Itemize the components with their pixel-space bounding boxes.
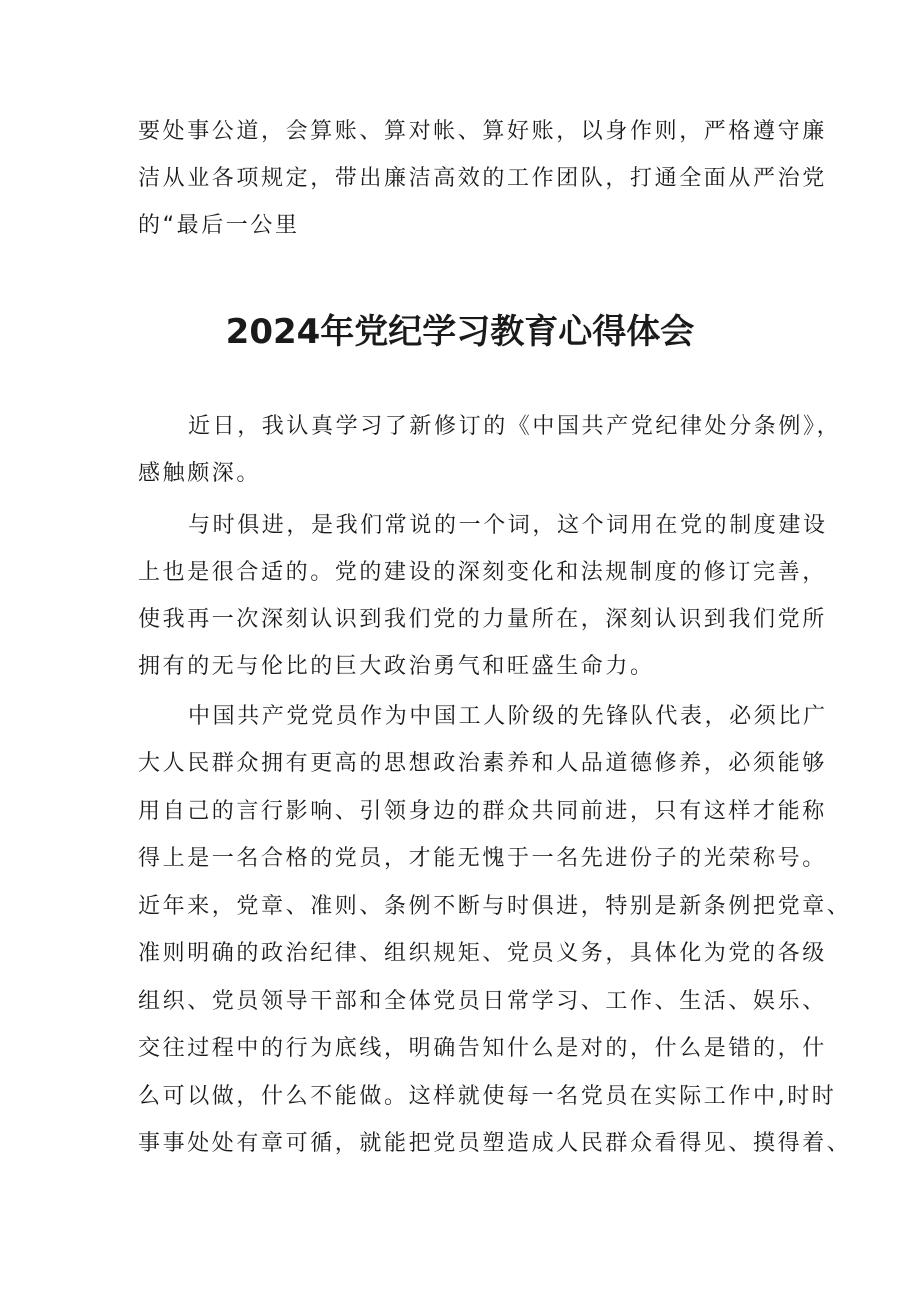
paragraph-3-line: 组织、党员领导干部和全体党员日常学习、工作、生活、娱乐、 — [138, 989, 827, 1014]
paragraph-2-line: 使我再一次深刻认识到我们党的力量所在，深刻认识到我们党所 — [138, 607, 827, 632]
paragraph-2-line: 上也是很合适的。党的建设的深刻变化和法规制度的修订完善， — [138, 560, 827, 585]
paragraph-3-line: 么可以做，什么不能做。这样就使每一名党员在实际工作中,时时 — [138, 1084, 837, 1109]
paragraph-2-line: 与时俱进，是我们常说的一个词，这个词用在党的制度建设 — [188, 513, 828, 538]
paragraph-1-line: 感触颇深。 — [138, 461, 262, 486]
paragraph-3-line: 用自己的言行影响、引领身边的群众共同前进，只有这样才能称 — [138, 799, 827, 824]
paragraph-3-line: 得上是一名合格的党员，才能无愧于一名先进份子的光荣称号。 — [138, 846, 827, 871]
paragraph-3-line: 中国共产党党员作为中国工人阶级的先锋队代表，必须比广 — [188, 704, 828, 729]
paragraph-2-line: 拥有的无与伦比的巨大政治勇气和旺盛生命力。 — [138, 654, 655, 679]
paragraph-3-line: 交往过程中的行为底线，明确告知什么是对的，什么是错的，什 — [138, 1036, 827, 1061]
paragraph-3-line: 事事处处有章可循，就能把党员塑造成人民群众看得见、摸得着、 — [138, 1131, 852, 1156]
document-title: 2024年党纪学习教育心得体会 — [225, 312, 695, 352]
paragraph-3-line: 近年来，党章、准则、条例不断与时俱进，特别是新条例把党章、 — [138, 894, 852, 919]
continuation-line: 的“最后一公里 — [138, 213, 300, 238]
continuation-line: 洁从业各项规定，带出廉洁高效的工作团队，打通全面从严治党 — [138, 166, 827, 191]
paragraph-3-line: 准则明确的政治纪律、组织规矩、党员义务，具体化为党的各级 — [138, 941, 827, 966]
paragraph-3-line: 大人民群众拥有更高的思想政治素养和人品道德修养，必须能够 — [138, 751, 827, 776]
continuation-line: 要处事公道，会算账、算对帐、算好账，以身作则，严格遵守廉 — [138, 119, 827, 144]
paragraph-1-line: 近日，我认真学习了新修订的《中国共产党纪律处分条例》， — [188, 414, 842, 439]
